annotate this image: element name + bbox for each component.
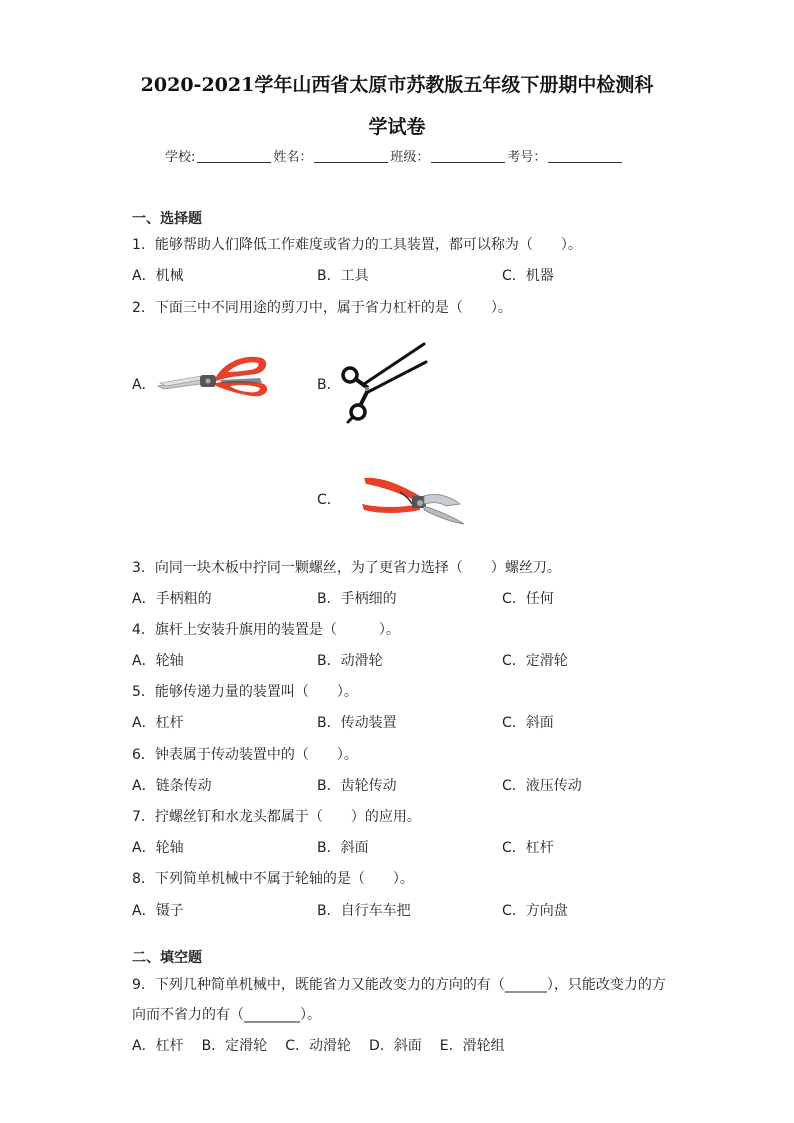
student-info-row [165,146,624,165]
doc-title-line2: 学试卷 [368,116,426,138]
question-2: 2．下面三中不同用途的剪刀中，属于省力杠杆的是（ ）。 [132,300,512,316]
q1-option-a: A．机械 [132,268,184,284]
class-label: 班级： [390,150,430,165]
q5-option-a: A．杠杆 [132,715,184,731]
section-heading-fill: 二、填空题 [132,950,202,966]
question-9-line2: 向而不省力的有（________）。 [132,1007,321,1023]
q2-option-b: B． [317,377,341,393]
q8-option-a: A．镊子 [132,903,184,919]
q7-option-c: C．杠杆 [502,840,554,856]
q3-option-a: A．手柄粗的 [132,591,212,607]
pruning-shears-image [360,470,468,532]
exam-no-blank [548,149,622,163]
q6-option-a: A．链条传动 [132,778,212,794]
school-blank [197,149,271,163]
name-label: 姓名： [273,150,313,165]
q3-option-c: C．任何 [502,591,554,607]
q8-option-c: C．方向盘 [502,903,568,919]
q3-option-b: B．手柄细的 [317,591,397,607]
question-1: 1．能够帮助人们降低工作难度或省力的工具装置，都可以称为（ ）。 [132,237,582,253]
q9-option-c: C．动滑轮 [285,1038,351,1054]
name-blank [314,149,388,163]
question-9-line1: 9．下列几种简单机械中，既能省力又能改变力的方向的有（______），只能改变力的方 [132,977,666,993]
question-7: 7．拧螺丝钉和水龙头都属于（ ）的应用。 [132,809,421,825]
q2-option-c: C． [317,492,341,508]
q7-option-a: A．轮轴 [132,840,184,856]
q1-option-b: B．工具 [317,268,369,284]
q9-option-b: B．定滑轮 [201,1038,268,1054]
q6-option-b: B．齿轮传动 [317,778,397,794]
q6-option-c: C．液压传动 [502,778,582,794]
q4-option-c: C．定滑轮 [502,653,568,669]
question-5: 5．能够传递力量的装置叫（ ）。 [132,684,358,700]
doc-title-line1: 2020-2021学年山西省太原市苏教版五年级下册期中检测科 [140,74,654,96]
q8-option-b: B．自行车车把 [317,903,411,919]
q4-option-b: B．动滑轮 [317,653,383,669]
q9-option-a: A．杠杆 [132,1038,184,1054]
kitchen-scissors-image [156,350,272,400]
q9-option-e: E．滑轮组 [439,1038,505,1054]
question-8: 8．下列简单机械中不属于轮轴的是（ ）。 [132,871,414,887]
class-blank [431,149,505,163]
q1-option-c: C．机器 [502,268,554,284]
hair-scissors-image [338,340,428,424]
q5-option-c: C．斜面 [502,715,554,731]
section-heading-choice: 一、选择题 [132,211,202,227]
question-4: 4．旗杆上安装升旗用的装置是（ ）。 [132,622,400,638]
exam-no-label: 考号： [507,150,547,165]
school-label: 学校: [165,150,196,165]
q9-options [132,1035,523,1055]
question-3: 3．向同一块木板中拧同一颗螺丝，为了更省力选择（ ）螺丝刀。 [132,560,561,576]
question-6: 6．钟表属于传动装置中的（ ）。 [132,747,358,763]
q9-option-d: D．斜面 [368,1038,422,1054]
q4-option-a: A．轮轴 [132,653,184,669]
q2-option-a: A． [132,377,156,393]
q5-option-b: B．传动装置 [317,715,397,731]
q7-option-b: B．斜面 [317,840,369,856]
